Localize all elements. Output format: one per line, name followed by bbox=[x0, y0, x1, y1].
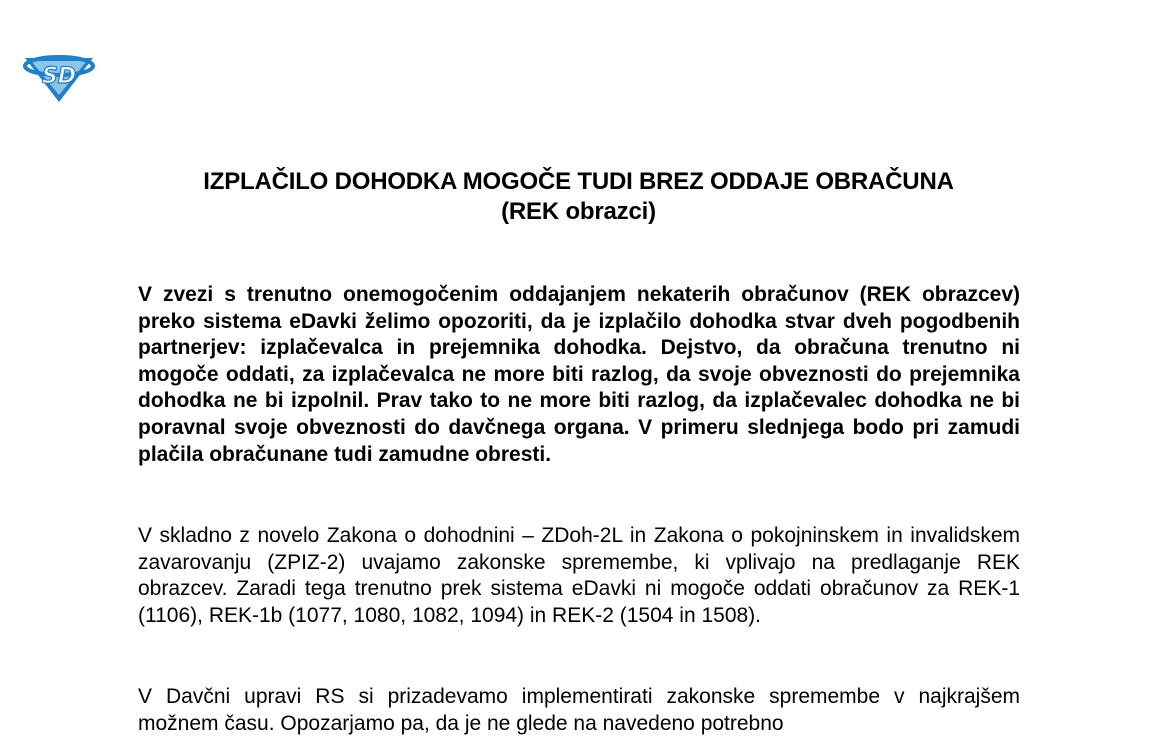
paragraph-2: V skladno z novelo Zakona o dohodnini – ZDoh-2L in Zakona o pokojninskem in invalidskem zavarovanju (ZPIZ-2) uvajamo zakonske spremembe, ki vplivajo na predlaganje REK obrazcev. Zaradi tega trenutno prek sistema eDavki ni mogoče oddati obračunov za REK-1 (1106), REK-1b (1077, 1080, 1082, 1094) in REK-2 (1504 in 1508). bbox=[138, 524, 1020, 627]
logo-lettering: SD bbox=[41, 64, 77, 89]
paragraph-1: V zvezi s trenutno onemogočenim oddajanjem nekaterih obračunov (REK obrazcev) preko sistema eDavki želimo opozoriti, da je izplačilo dohodka stvar dveh pogodbenih partnerjev: izplačevalca in prejemnika dohodka. Dejstvo, da obračuna trenutno ni mogoče oddati, za izplačevalca ne more biti razlog, da svoje obveznosti do prejemnika dohodka ne bi izpolnil. Prav tako to ne more biti razlog, da izplačevalec dohodka ne bi poravnal svoje obveznosti do davčnega organa. V primeru slednjega bodo pri zamudi plačila obračunane tudi zamudne obresti. bbox=[138, 283, 1020, 466]
document-title bbox=[0, 167, 1157, 227]
title-line-1: IZPLAČILO DOHODKA MOGOČE TUDI BREZ ODDAJE OBRAČUNA bbox=[203, 168, 954, 195]
title-line-2: (REK obrazci) bbox=[501, 198, 656, 225]
shield-logo-icon bbox=[22, 50, 96, 104]
logo bbox=[22, 50, 96, 104]
paragraph-3: V Davčni upravi RS si prizadevamo implementirati zakonske spremembe v najkrajšem možnem času. Opozarjamo pa, da je ne glede na navedeno potrebno bbox=[138, 685, 1020, 735]
